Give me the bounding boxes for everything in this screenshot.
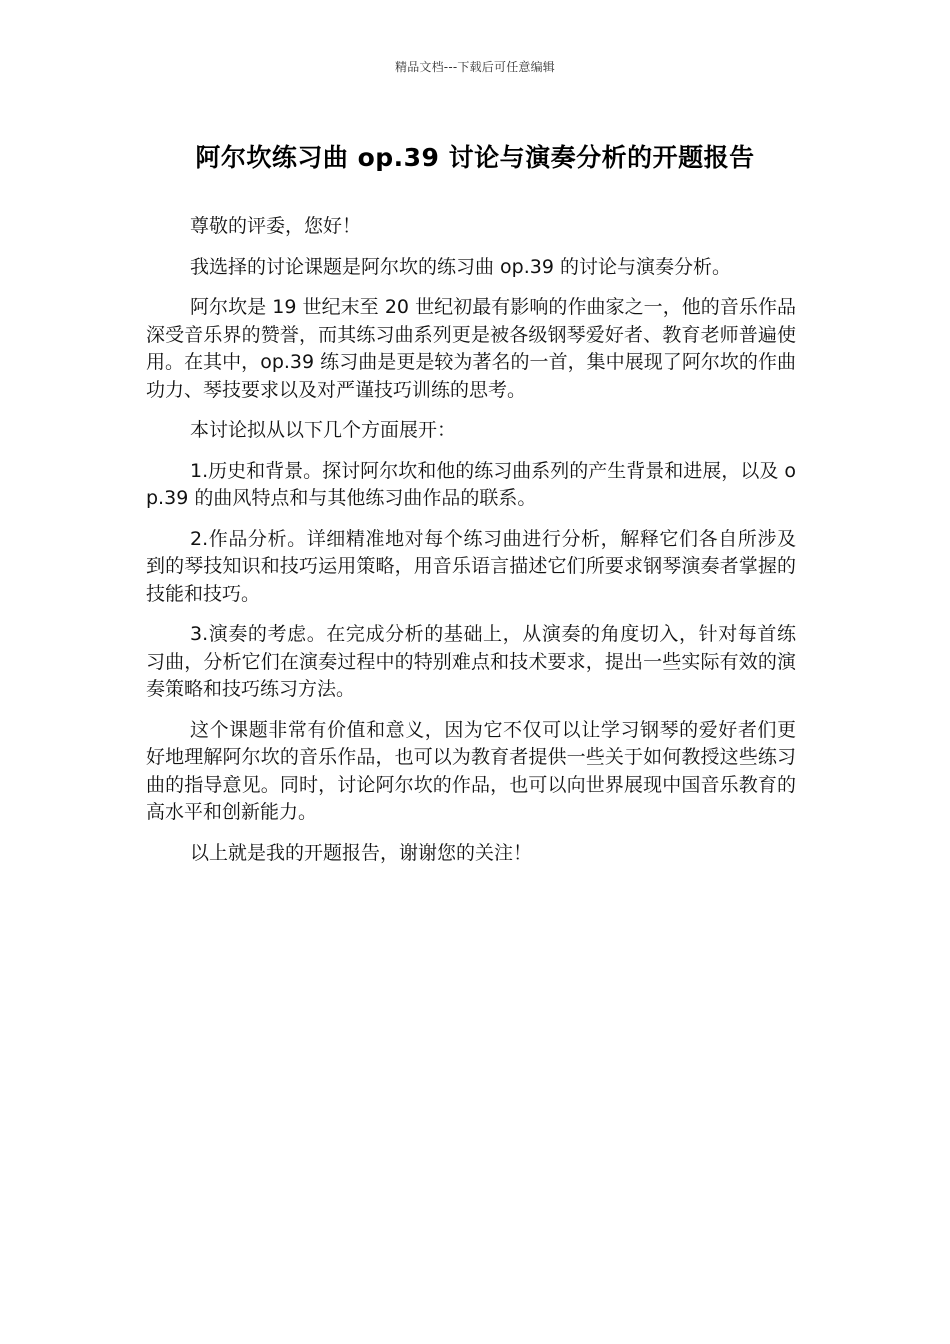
topic-paragraph: 我选择的讨论课题是阿尔坎的练习曲 op.39 的讨论与演奏分析。	[190, 255, 731, 278]
document-title: 阿尔坎练习曲 op.39 讨论与演奏分析的开题报告	[195, 143, 755, 172]
outline-intro-paragraph: 本讨论拟从以下几个方面展开：	[190, 419, 457, 441]
outline-item-history: 1.历史和背景。探讨阿尔坎和他的练习曲系列的产生背景和进展，以及 op.39 的曲风特点和与其他练习曲作品的联系。	[146, 459, 796, 509]
closing-paragraph: 以上就是我的开题报告，谢谢您的关注！	[190, 841, 533, 864]
outline-item-performance: 3.演奏的考虑。在完成分析的基础上，从演奏的角度切入，针对每首练习曲，分析它们在演奏过程中的特别难点和技术要求，提出一些实际有效的演奏策略和技巧练习方法。	[146, 623, 796, 700]
greeting-paragraph: 尊敬的评委，您好！	[190, 215, 362, 237]
page-header-note: 精品文档---下载后可任意编辑	[395, 60, 555, 74]
document-body	[146, 213, 796, 880]
significance-paragraph: 这个课题非常有价值和意义，因为它不仅可以让学习钢琴的爱好者们更好地理解阿尔坎的音乐作品，也可以为教育者提供一些关于如何教授这些练习曲的指导意见。同时，讨论阿尔坎的作品，也可以向世界展现中国音乐教育的高水平和创新能力。	[146, 718, 796, 823]
background-paragraph: 阿尔坎是 19 世纪末至 20 世纪初最有影响的作曲家之一，他的音乐作品深受音乐界的赞誉，而其练习曲系列更是被各级钢琴爱好者、教育老师普遍使用。在其中，op.39 练习曲是更是较为著名的一首，集中展现了阿尔坎的作曲功力、琴技要求以及对严谨技巧训练的思考。	[146, 296, 796, 401]
outline-item-analysis: 2.作品分析。详细精准地对每个练习曲进行分析，解释它们各自所涉及到的琴技知识和技巧运用策略，用音乐语言描述它们所要求钢琴演奏者掌握的技能和技巧。	[146, 527, 796, 605]
